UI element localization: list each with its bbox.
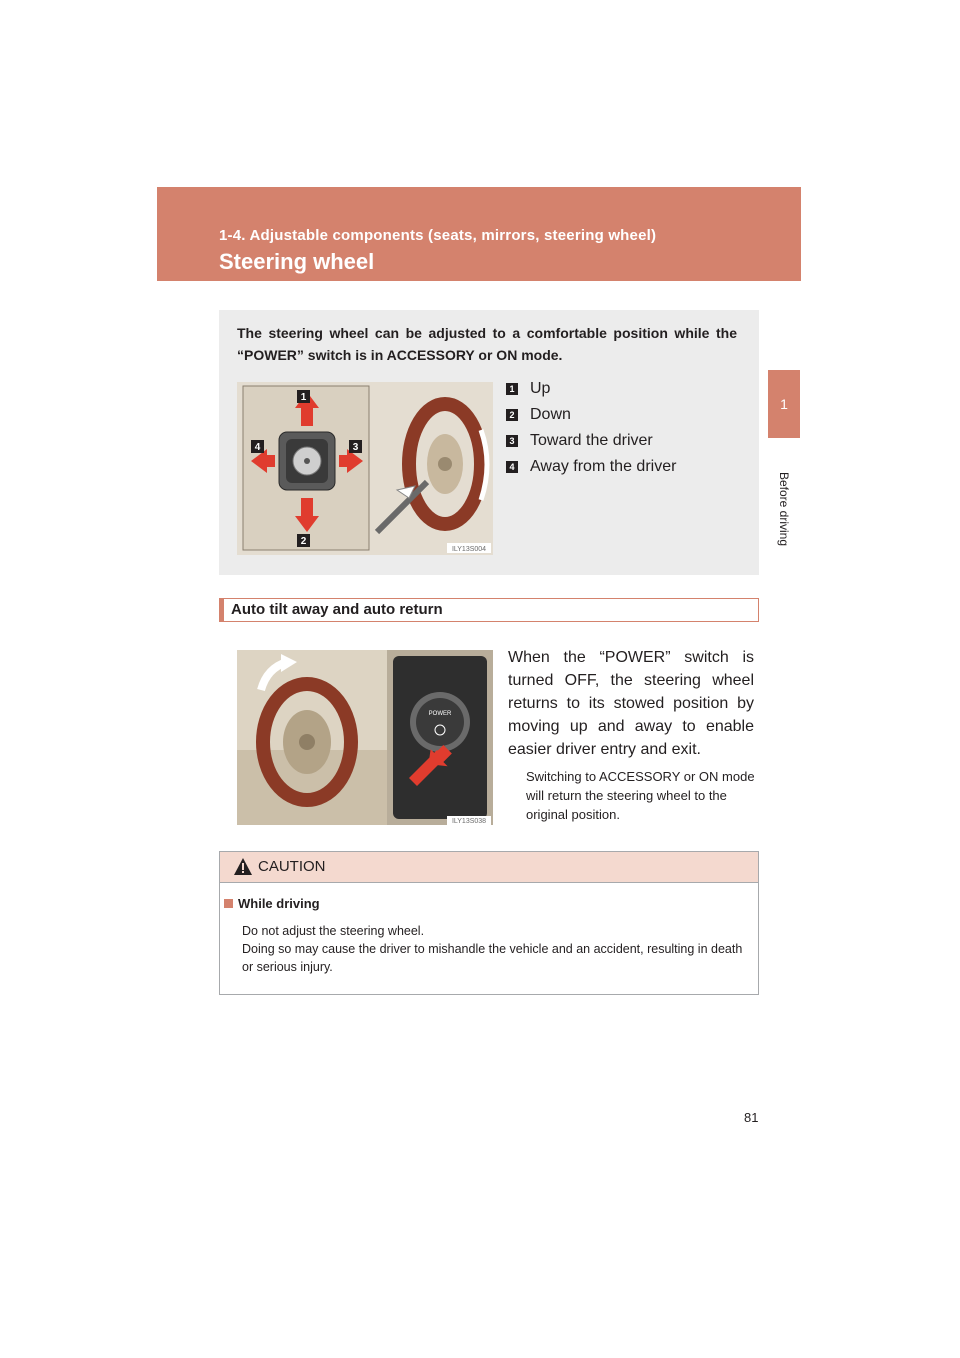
caution-line-2: Doing so may cause the driver to mishandle the vehicle and an accident, resulting in death or serious injury. (242, 942, 743, 974)
callout-number: 3 (506, 435, 518, 447)
callout-number: 4 (506, 461, 518, 473)
caution-subhead-text: While driving (238, 896, 320, 911)
section-title: 1-4. Adjustable components (seats, mirrors, steering wheel) (219, 227, 657, 244)
subsection-title: Auto tilt away and auto return (231, 601, 443, 618)
list-item (506, 454, 676, 480)
warning-icon (234, 858, 252, 875)
subsection-note: Switching to ACCESSORY or ON mode will return the steering wheel to the original position. (526, 769, 755, 822)
legend-label: Away from the driver (530, 458, 677, 475)
caution-subhead (224, 896, 320, 911)
bullet-square-icon (224, 899, 233, 908)
subsection-heading (219, 598, 759, 622)
list-item (506, 402, 676, 428)
auto-tilt-figure (237, 650, 493, 825)
page-number: 81 (744, 1110, 759, 1125)
svg-text:2: 2 (300, 536, 307, 547)
figure2-code: ILY13S038 (451, 818, 487, 825)
caution-title: CAUTION (258, 858, 326, 875)
power-button-label: POWER (428, 711, 452, 717)
caution-box (219, 851, 759, 995)
legend-label: Toward the driver (530, 432, 653, 449)
callout-number: 1 (506, 383, 518, 395)
list-item (506, 428, 676, 454)
svg-text:1: 1 (300, 392, 307, 403)
legend-label: Down (530, 406, 571, 423)
heading-accent-bar (219, 599, 224, 621)
subsection-body: When the “POWER” switch is turned OFF, the steering wheel returns to its stowed position by moving up and away to enable easier driver entry and exit. (508, 649, 754, 758)
intro-text: The steering wheel can be adjusted to a comfortable position while the “POWER” switch is in ACCESSORY or ON mode. (237, 325, 737, 363)
chapter-label-text: Before driving (777, 471, 791, 547)
legend-label: Up (530, 380, 551, 397)
legend-list (506, 376, 676, 480)
list-item (506, 376, 676, 402)
page-title: Steering wheel (219, 249, 375, 274)
page-header (157, 187, 801, 281)
callout-number: 2 (506, 409, 518, 421)
svg-text:4: 4 (254, 442, 261, 453)
chapter-tab: 1 (768, 370, 800, 438)
figure1-code: ILY13S004 (451, 546, 487, 553)
chapter-label (770, 471, 798, 547)
caution-line-1: Do not adjust the steering wheel. (242, 924, 425, 938)
intro-box (219, 310, 759, 575)
svg-text:3: 3 (352, 442, 359, 453)
steering-adjust-figure (237, 382, 493, 555)
caution-header (220, 852, 758, 883)
